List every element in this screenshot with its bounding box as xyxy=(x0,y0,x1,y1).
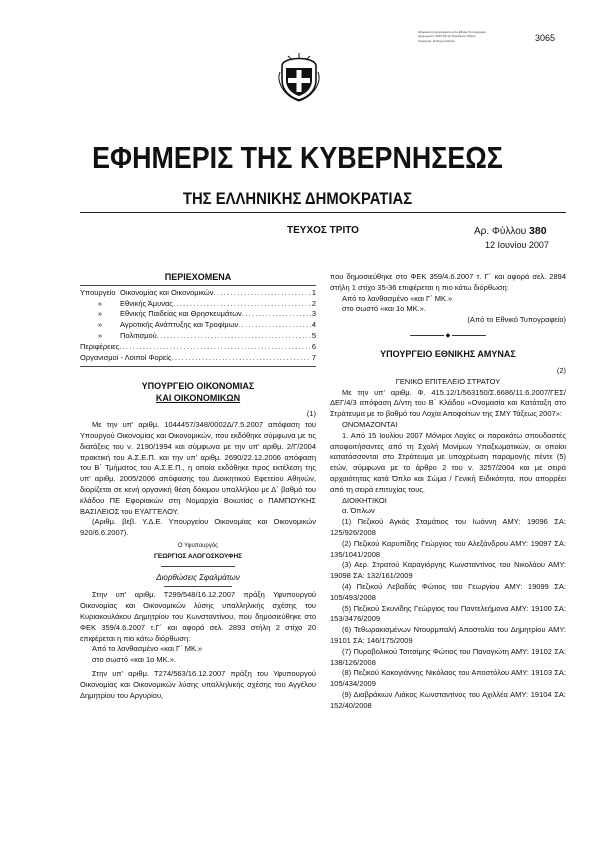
deputy-minister-label: Ο Υφυπουργός xyxy=(177,542,219,549)
correction-2-continued: που δημοσιεύθηκε στο ΦΕΚ 359/4.6.2007 τ. Γ΄ και αφορά σελ. 2894 στήλη 1 στίχο 35-36 επιφέρεται η πιο κάτω διόρθωση: xyxy=(330,272,566,292)
page-number: 3065 xyxy=(535,33,556,43)
correction-2-wrong: Από το λανθασμένο «και Γ΄ ΜΚ.» xyxy=(342,293,453,303)
sheet-number xyxy=(474,225,547,237)
defense-decision-intro: Με την υπ' αριθμ. Φ. 415.12/1/563150/Σ.6686/11.6.2007/ΓΕΣ/ΔΕΓ/4/3 απόφαση Δ/ντη του Β΄ Κλάδου «Ονομασία και Κατάταξη στο Στράτευμα με το βαθμό του Λοχία Αποφοίτων της ΣΜΥ Τάξεως 2007»: xyxy=(330,387,566,419)
toc-leader xyxy=(119,342,311,353)
header-divider xyxy=(80,212,566,213)
toc-page-number: 6 xyxy=(311,341,316,351)
toc-title: Οικονομίας και Οικονομικών xyxy=(120,287,214,297)
corrections-rule xyxy=(164,586,232,587)
toc-title: Πολιτισμού xyxy=(120,330,157,340)
contents-title: ΠΕΡΙΕΧΟΜΕΝΑ xyxy=(164,272,232,282)
toc-category: » xyxy=(97,298,103,308)
defense-item-number: (2) xyxy=(556,365,566,375)
toc-row xyxy=(80,331,316,342)
corrections-title: Διορθώσεις Σφαλμάτων xyxy=(156,572,240,582)
toc-leader xyxy=(242,309,311,320)
corrections-source: (Από το Εθνικό Τυπογραφείο) xyxy=(467,315,566,325)
left-column xyxy=(80,272,316,701)
toc-category: Υπουργείο xyxy=(80,287,116,297)
sheet-label: Αρ. Φύλλου xyxy=(474,226,527,237)
appointee-entry: (1) Πεζικού Αγκάς Σταμάτιος του Ιωάννη ΑΜΥ: 19096 ΣΑ: 125/926/2008 xyxy=(330,517,566,537)
defense-decision-para1: 1. Από 15 Ιουλίου 2007 Μόνιμοι Λοχίες οι παρακάτω σπουδαστές αποφοιτήσαντες από τη Σχολή Μονίμων Υπαξιωματικών, οι οποίοι κατατάσσονται στο Στράτευμα με υποχρέωση παραμονής πέντε (5) ετών, σύμφωνα με το άρθρο 2 του ν. 3257/2004 και με σειρά αρχαιότητας κατά Όπλο και Σώμα / Γενική Ειδικότητα, που απορρέει από τη σειρά επιτυχίας τους. xyxy=(330,430,566,494)
toc-page-number: 1 xyxy=(311,287,316,297)
finance-decision-body: Με την υπ' αριθμ. 1044457/348/0002Δ/7.5.2007 απόφαση του Υπουργού Οικονομίας και Οικονομικών, που εκδόθηκε σύμφωνα με τις διατάξεις του ν. 2190/1994 και σύμφωνα με την υπ' αριθμ. 2/Γ/2004 πρακτική του Α.Σ.Ε.Π. και την υπ' αριθμ. 2690/22.12.2006 απόφαση του Β΄ Τμήματος του Α.Σ.Ε.Π., η οποία εκδόθηκε προς εκτέλεση της υπ' αριθμ. 2005/2006 απόφασης του Διοικητικού Εφετείου Αθηνών, διορίζεται σε κενή οργανική θέση δόκιμου υπαλλήλου με Δ΄ βαθμό του κλάδου ΠΕ Εφοριακών στη Νομαρχία Βοιωτίας ο ΠΑΜΠΟΥΚΗΣ ΒΑΣΙΛΕΙΟΣ του ΕΥΑΓΓΕΛΟΥ. xyxy=(80,420,316,516)
toc-title: Εθνικής Παιδείας και Θρησκευμάτων xyxy=(120,309,242,319)
contents-rule-top xyxy=(80,285,316,286)
gazette-title: ΕΦΗΜΕΡΙΣ ΤΗΣ ΚΥΒΕΡΝΗΣΕΩΣ xyxy=(92,141,503,175)
toc-leader xyxy=(157,331,311,342)
item-number: (1) xyxy=(306,409,316,419)
toc-page-number: 2 xyxy=(311,298,316,308)
gazette-subtitle: ΤΗΣ ΕΛΛΗΝΙΚΗΣ ΔΗΜΟΚΡΑΤΙΑΣ xyxy=(182,190,413,208)
toc-page-number: 7 xyxy=(311,352,316,362)
greek-coat-of-arms-emblem xyxy=(278,52,320,102)
toc-leader xyxy=(173,299,311,310)
toc-row xyxy=(80,342,316,353)
issue-series: ΤΕΥΧΟΣ ΤΡΙΤΟ xyxy=(287,225,359,236)
right-column xyxy=(330,272,566,711)
section-ornament: ◆ xyxy=(330,332,566,340)
table-of-contents xyxy=(80,288,316,364)
toc-category: » xyxy=(97,309,103,319)
toc-row xyxy=(80,353,316,364)
appointed-label: ΟΝΟΜΑΖΟΝΤΑΙ xyxy=(342,419,398,429)
toc-row xyxy=(80,309,316,320)
toc-row xyxy=(80,320,316,331)
appointee-entry: (9) Διαβράκιων Λιάκος Κωνσταντίνος του Αχιλλέα ΑΜΥ: 19104 ΣΑ: 152/40/2008 xyxy=(330,689,566,710)
arms-sub-label: α. Όπλων xyxy=(342,506,375,516)
toc-page-number: 4 xyxy=(311,320,316,330)
toc-row xyxy=(80,299,316,310)
correction-1-text: Στην υπ' αριθμ. Τ299/548/16.12.2007 πράξη Υφυπουργού Οικονομίας και Οικονομικών λύσης υπαλληλικής σχέσης του Κυριακουλάκου Δημητρίου του Κωνσταντίνου, που δημοσιεύθηκε στο ΦΕΚ 359/4.6.2007 τ.Γ΄ και αφορά σελ. 2893 στήλη 2 στίχο 20 επιφέρεται η πιο κάτω διόρθωση: xyxy=(80,590,316,643)
toc-leader xyxy=(238,320,311,331)
toc-title: Εθνικής Άμυνας xyxy=(120,298,173,308)
signature-rule xyxy=(161,566,235,567)
finance-decision-reference: (Αριθμ. βεβ. Υ.Δ.Ε. Υπουργείου Οικονομίας και Οικονομικών 920/6.6.2007). xyxy=(80,517,316,538)
toc-title: Οργανισμοί - Λοιποί Φορείς xyxy=(80,352,172,362)
toc-page-number: 3 xyxy=(311,309,316,319)
defense-ministry-title: ΥΠΟΥΡΓΕΙΟ ΕΘΝΙΚΗΣ ΑΜΥΝΑΣ xyxy=(380,348,516,359)
toc-leader xyxy=(214,288,311,299)
finance-ministry-title-line1: ΥΠΟΥΡΓΕΙΟ ΟΙΚΟΝΟΜΙΑΣ xyxy=(141,381,255,392)
appointee-entry: (6) Τεθωρακισμένων Ντουρμπαλή Αποστολία του Δημητρίου ΑΜΥ: 19101 ΣΑ: 146/175/2009 xyxy=(330,625,566,645)
appointee-entry: (3) Αερ. Στρατού Καραγιόργης Κωνσταντίνος του Νικολάου ΑΜΥ: 19098 ΣΑ: 132/161/2009 xyxy=(330,560,566,581)
toc-title: Αγροτικής Ανάπτυξης και Τροφίμων xyxy=(120,320,239,330)
appointee-entry: (4) Πεζικού Λεβαδάς Φώτιος του Γεωργίου ΑΜΥ: 19099 ΣΑ: 105/493/2008 xyxy=(330,581,566,602)
appointee-entry: (8) Πεζικού Κακογιάννης Νικόλαος του Αποστόλου ΑΜΥ: 19103 ΣΑ: 105/434/2009 xyxy=(330,668,566,689)
correction-1-wrong: Από το λανθασμένο «και Γ΄ ΜΚ.» xyxy=(92,644,203,654)
correction-1-right: στο σωστό «και 1ο ΜΚ.». xyxy=(92,655,177,665)
toc-title: Περιφέρειες xyxy=(80,341,120,351)
appointee-entry: (2) Πεζικού Καρυπίδης Γεώργιος του Αλεξάνδρου ΑΜΥ: 19097 ΣΑ: 135/1041/2008 xyxy=(330,538,566,559)
toc-leader xyxy=(172,353,311,364)
appointee-entry: (7) Πυροβολικού Τσιτσίμης Φώτιος του Παναγιώτη ΑΜΥ: 19102 ΣΑ: 138/126/2008 xyxy=(330,646,566,667)
digital-signature-stamp: Ψηφιακά υπογεγραμμένο από Εθνικό Τυπογραφείο Ημερομηνία: 2007.06.12 Τοποθεσία: Αθήνα Αιτιολογία: Επίσημη έκδοση xyxy=(418,30,486,43)
contents-rule-bottom xyxy=(80,366,316,367)
signatory-name: ΓΕΩΡΓΙΟΣ ΑΛΟΓΟΣΚΟΥΦΗΣ xyxy=(153,552,243,560)
administrative-group-label: ΔΙΟΙΚΗΤΙΚΟΙ xyxy=(342,495,387,505)
toc-page-number: 5 xyxy=(311,330,316,340)
correction-2-text: Στην υπ' αριθμ. Τ274/563/16.12.2007 πράξη του Υφυπουργού Οικονομίας και Οικονομικών λύσης υπαλληλικής σχέσης του Αγγέλου Δημητρίου του Αργυρίου, xyxy=(80,668,316,700)
correction-2-right: στο σωστό «και 1ο ΜΚ.». xyxy=(342,304,427,314)
appointee-list xyxy=(330,517,566,711)
toc-category: » xyxy=(97,320,103,330)
issue-date: 12 Ιουνίου 2007 xyxy=(485,240,549,250)
sheet-number-value: 380 xyxy=(529,225,547,237)
finance-ministry-title xyxy=(80,380,316,404)
finance-ministry-title-line2: ΚΑΙ ΟΙΚΟΝΟΜΙΚΩΝ xyxy=(155,393,241,404)
army-staff-title: ΓΕΝΙΚΟ ΕΠΙΤΕΛΕΙΟ ΣΤΡΑΤΟΥ xyxy=(395,376,501,386)
toc-category: » xyxy=(97,330,103,340)
appointee-entry: (5) Πεζικού Σκυνίδης Γεώργιος του Παντελεήμονα ΑΜΥ: 19100 ΣΑ: 153/3476/2009 xyxy=(330,603,566,624)
toc-row xyxy=(80,288,316,299)
